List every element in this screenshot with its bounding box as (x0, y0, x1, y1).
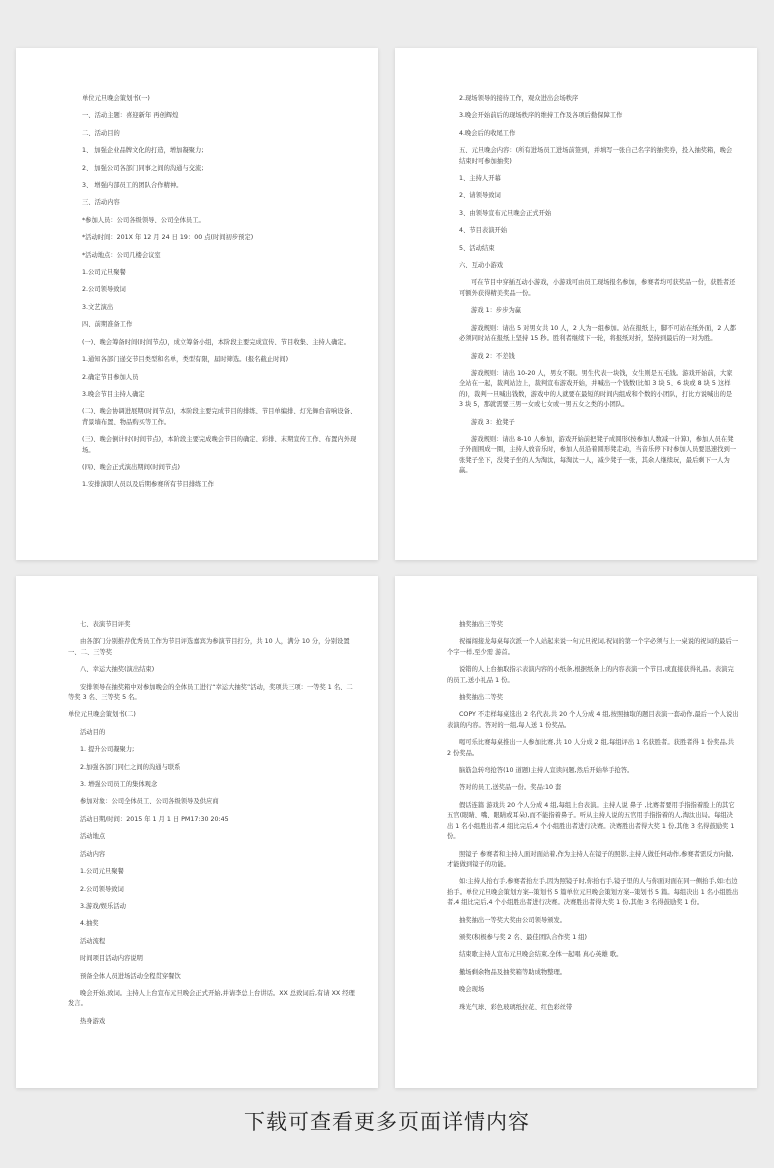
paragraph: 晚会开始,致词。主持人上台宣布元旦晚会正式开始,并请李总上台讲话。XX 总致词后,有请 XX 经理发言。 (68, 989, 355, 1008)
paragraph: (三)、晚会倒计时(时间节点)，本阶段主要完成晚会节目的确定、彩排、末期宣传工作、布置内外现场。 (82, 436, 357, 454)
paragraph: 单位元旦晚会策划书(一) (82, 95, 150, 102)
paragraph: 假话连篇 游戏共 20 个人分成 4 组,每组上台表演。主持人说 鼻子 ,比赛者要用手指指着脸上的其它五官(眼睛、嘴、眼睛或耳朵),而不能指着鼻子。听从主持人说的五官用手指指着的人,淘汰出局。每组决出 1 名小组胜出者,4 组比完后,4 个小组胜出者进行决赛。决赛胜出者得大奖 1 份,其他 3 名得鼓励奖 1 份。 (447, 801, 735, 841)
paragraph: 可在节目中穿插互动小游戏，小游戏可由员工现场报名参加，参赛者均可获奖品一份，获胜者还可额外获得精美奖品一份。 (459, 279, 736, 297)
paragraph: 活动流程 (80, 937, 106, 945)
document-page-3 (16, 576, 378, 1088)
paragraph: 安排领导在抽奖箱中对参加晚会的全体员工进行“幸运大抽奖”活动，奖项共三项：一等奖 1 名、二等奖 3 名、三等奖 5 名。 (68, 683, 353, 702)
paragraph: 3.游戏/娱乐活动 (80, 902, 126, 910)
paragraph: 预备全体人员进场活动全程贯穿餐饮 (80, 972, 181, 980)
document-page-4 (395, 576, 757, 1088)
paragraph: 游戏 2：不差钱 (471, 352, 515, 360)
paragraph: 4、节目表演开始 (459, 227, 508, 235)
paragraph: *活动地点：公司几楼会议室 (82, 251, 161, 259)
paragraph: 2.公司领导致词 (80, 885, 124, 893)
paragraph: 1.通知各部门递交节目类型和名单，类型有限，届时筛选。(报名截止时间) (82, 356, 289, 364)
paragraph: 3.文艺演出 (82, 303, 114, 311)
paragraph: *参加人员：公司各级领导、公司全体员工。 (82, 216, 205, 224)
paragraph: 游戏 3：抢凳子 (471, 418, 515, 426)
paragraph: 5、活动结束 (459, 244, 495, 252)
paragraph: 七、表演节目评奖 (80, 621, 131, 628)
paragraph: 游戏 1：步步为赢 (471, 307, 522, 315)
paragraph: 脑筋急转弯抢答(10 道题)主持人宣读问题,然后开始举手抢答。 (459, 767, 634, 775)
paragraph: 1、主持人开幕 (459, 175, 501, 183)
paragraph: (四)、晚会正式演出期间(时间节点) (82, 463, 180, 471)
paragraph: 八、幸运大抽奖(演出结束) (80, 666, 155, 674)
paragraph: 参加对象：公司全体员工、公司各级领导及供应商 (80, 798, 219, 806)
paragraph: 二、活动目的 (82, 129, 120, 137)
paragraph: 游戏规则：请出 10-20 人，男女不限。男生代表一块钱，女生则是五毛钱。游戏开始前，大家全站在一起，裁判站边上，裁判宣布游戏开始，并喊出一个钱数(比如 3 块 5、6 块或 8 块 5 这样的)，裁判一旦喊出钱数，游戏中的人就要在最短的时间内组成和个数的小团队，打比方说喊出的是 3 块 5，那就需要三男一女或七女或一男五女之类的小团队。 (459, 369, 733, 409)
paragraph: 游戏规则：请出 8-10 人参加，游戏开始前把凳子成圆形(按参加人数减一计算)，参加人员在凳子外面围成一圈，主持人放音乐时，参加人员沿着圆形凳走动，当音乐停下时参加人员要迅速找到一张凳子坐下，没凳子坐的人为淘汰，每淘汰一人，减少凳子一张，其余人继续玩，最后剩下一人为赢。 (459, 435, 737, 475)
paragraph: 2、请领导致词 (459, 192, 501, 200)
document-page-2 (395, 48, 757, 560)
paragraph: 答对的员工,送奖品一份。奖品:10 套 (459, 784, 562, 792)
paragraph: 2.确定节目参加人员 (82, 373, 139, 381)
paragraph: 照镜子 参赛者和主持人面对面站着,作为主持人在镜子的照影,主持人做任何动作,参赛者需反方向做,才能做到镜子的功能。 (447, 850, 734, 868)
paragraph: (二)、晚会协调进展期(时间节点)，本阶段主要完成节目的排练、节目单编排、灯光舞台音响设备、背景墙布置、物品购买等工作。 (82, 408, 357, 426)
paragraph: 1.公司元旦聚餐 (82, 269, 126, 277)
paragraph: 珠光气球、彩色玻璃纸拉花、红色彩丝带 (459, 1003, 573, 1011)
paragraph: COPY 不走样每桌选出 2 名代表,共 20 个人分成 4 组,按照抽取的题目表演一套动作,最后一个人说出表演的内容。答对的一组,每人送 1 份奖品。 (447, 711, 739, 729)
paragraph: 如:主持人抬右手,参赛者抬左手,因为照镜子时,你抬右手,镜子里的人与你面对面在同一侧抬手,如:右边抬手。单位元旦晚会策划方案--策划书 5 篇单位元旦晚会策划方案--策划书 5 篇。每组决出 1 名小组胜出者,4 组比完后,4 个小组胜出者进行决赛。决赛胜出者得大奖 1 份,其他 3 名得鼓励奖 1 份。 (447, 878, 739, 907)
paragraph: 3.晚会开始前后的现场秩序的维持工作及各项后勤保障工作 (459, 112, 623, 120)
paragraph: 2、 加强公司各部门同事之间的沟通与交流; (82, 164, 204, 172)
paragraph: 热身游戏 (80, 1017, 106, 1025)
paragraph: 抽奖抽出三等奖 (459, 621, 504, 628)
paragraph: 1. 提升公司凝聚力; (80, 746, 135, 754)
paragraph: 五、元旦晚会内容：(所有进场员工进场前签到，并填写一张自己名字的抽奖券，投入抽奖箱，晚会结束时可参加抽奖) (459, 147, 733, 165)
paragraph: 活动地点 (80, 833, 106, 841)
paragraph: 活动内容 (80, 850, 106, 858)
paragraph: 说错的人上台抽取指示表演内容的小纸条,根据纸条上的内容表演一个节目,或直接获得礼品。表演完的员工,送小礼品 1 份。 (447, 666, 734, 684)
paragraph: 一、活动主题：喜迎新年 再创辉煌 (82, 112, 179, 120)
document-page-1 (16, 48, 378, 560)
paragraph: 撤场剩余物品及抽奖箱等助成物整理。 (459, 968, 567, 976)
paragraph: 1、 加强企业品牌文化的打造，增加凝聚力; (82, 147, 204, 155)
paragraph: *活动时间：201X 年 12 月 24 日 19：00 点(时间初步预定) (82, 234, 254, 242)
paragraph: 游戏规则：请出 5 对男女共 10 人，2 人为一组参加。站在报纸上，脚不可站在纸外面，2 人都必须同时站在报纸上坚持 15 秒。胜利者继续下一轮，将报纸对折，坚持到最后的一对为胜。 (459, 324, 737, 343)
paragraph: 颁奖(积极参与奖 2 名、最佳团队合作奖 1 组) (459, 933, 587, 941)
paragraph: 抽奖抽出一等奖大奖由公司领导颁发。 (459, 916, 567, 924)
paragraph: 3. 增强公司员工的集体观念 (80, 781, 158, 789)
paragraph: 三、活动内容 (82, 199, 120, 207)
paragraph: 抽奖抽出二等奖 (459, 694, 504, 702)
download-more-caption[interactable]: 下载可查看更多页面详情内容 (244, 1110, 530, 1134)
paragraph: 2.公司领导致词 (82, 286, 126, 294)
paragraph: 2.加强各部门同仁之间的沟通与联系 (80, 763, 181, 771)
paragraph: 4.晚会后的收尾工作 (459, 129, 516, 137)
paragraph: 1.安排演职人员以及后期参赛所有节目排练工作 (82, 481, 214, 489)
paragraph: 祝福闯接龙每桌每次派一个人站起来说一句元旦祝词,祝词的第一个字必须与上一桌说的祝词的最后一个字一样,至少需 游首。 (447, 638, 739, 656)
paragraph: 时间项目活动内容说明 (80, 955, 143, 963)
paragraph: 活动日期/时间：2015 年 1 月 1 日 PM17:30 20:45 (80, 815, 229, 823)
paragraph: (一)、晚会筹备时间(时间节点)，成立筹备小组，本阶段主要完成宣传、节目收集、主持人确定。 (82, 338, 350, 346)
paragraph: 3.晚会节目主持人确定 (82, 390, 145, 398)
paragraph: 四、前期准备工作 (82, 321, 133, 329)
paragraph: 3、 增强内部员工的团队合作精神。 (82, 182, 183, 190)
paragraph: 晚会现场 (459, 986, 485, 994)
paragraph: 由各部门分别推荐优秀员工作为节目评选嘉宾为参演节目打分，共 10 人，满分 10 分，分别设置一、二、三等奖 (68, 638, 350, 656)
paragraph: 结束歌主持人宣布元旦晚会结束,全体一起唱 真心英雄 歌。 (459, 951, 623, 959)
paragraph: 六、互动小游戏 (459, 262, 504, 270)
paragraph: 活动目的 (80, 728, 106, 736)
paragraph: 2.现场领导的接待工作，观众进出会场秩序 (459, 95, 579, 102)
paragraph: 单位元旦晚会策划书(二) (68, 711, 136, 719)
paragraph: 3、由领导宣布元旦晚会正式开始 (459, 209, 552, 217)
paragraph: 喝可乐比赛每桌推出一人参加比赛,共 10 人分成 2 组,每组评出 1 名获胜者。获胜者得 1 份奖品,共 2 份奖品。 (447, 739, 735, 757)
paragraph: 1.公司元旦聚餐 (80, 868, 124, 876)
paragraph: 4.抽奖 (80, 920, 99, 928)
